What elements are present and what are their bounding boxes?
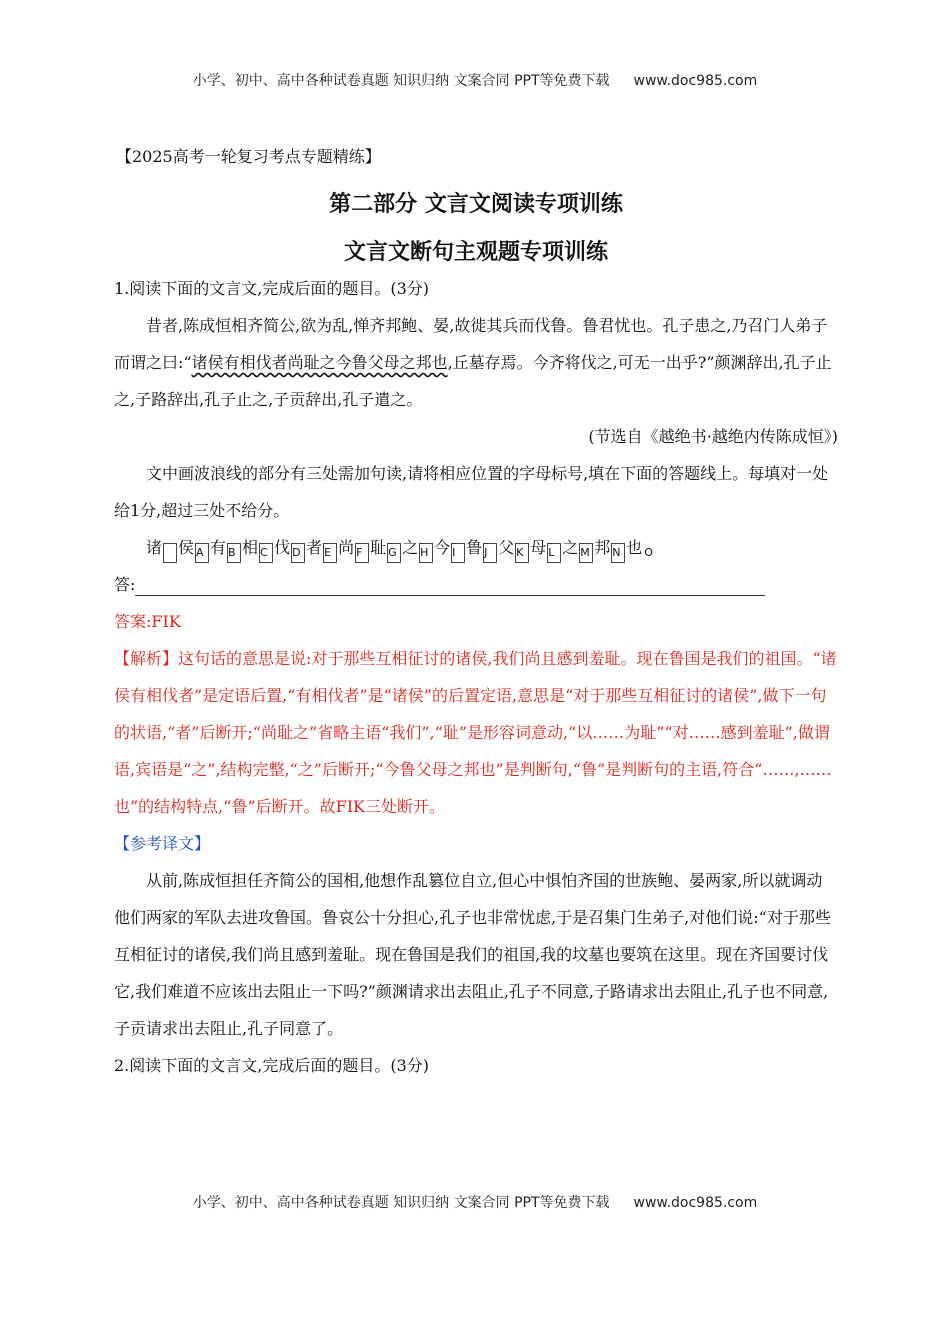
marker-box-J: J bbox=[451, 543, 465, 563]
question-1-passage bbox=[114, 307, 838, 418]
series-tag: 【2025高考一轮复习考点专题精练】 bbox=[116, 147, 381, 166]
analysis-paragraph bbox=[114, 640, 838, 825]
marker-box-M: M bbox=[547, 543, 561, 563]
marker-char: 耻 bbox=[370, 538, 387, 557]
marker-char: 者 bbox=[306, 538, 323, 557]
analysis-text: 这句话的意思是说:对于那些互相征讨的诸侯,我们尚且感到羞耻。现在鲁国是我们的祖国。“诸侯有相伐者”是定语后置,“有相伐者”是“诸侯”的后置定语,意思是“对于那些互相征讨的诸侯”,做下一句的状语,“者”后断开;“尚耻之”省略主语“我们”,“耻”是形容词意动,“以……为耻”“对……感到羞耻”,做谓语,宾语是“之”,结构完整,“之”后断开;“今鲁父母之邦也”是判断句,“鲁”是判断句的主语,符合“……,……也”的结构特点,“鲁”后断开。故FIK三处断开。 bbox=[114, 649, 837, 816]
document-body bbox=[114, 142, 838, 1084]
marker-char: 今 bbox=[434, 538, 451, 557]
answer-line-row bbox=[114, 566, 838, 603]
marker-box-N: N bbox=[579, 543, 593, 563]
marker-box-E: E bbox=[291, 543, 305, 563]
question-2-stem: 2.阅读下面的文言文,完成后面的题目。(3分) bbox=[114, 1056, 430, 1075]
marker-char: 伐 bbox=[274, 538, 291, 557]
marker-box-A: A bbox=[163, 543, 177, 563]
marker-box-G: G bbox=[355, 543, 369, 563]
marker-box-F: F bbox=[323, 543, 337, 563]
passage-wavy-segment: 诸侯有相伐者尚耻之今鲁父母之邦也 bbox=[191, 353, 448, 372]
page-footer bbox=[0, 1192, 950, 1212]
marker-char: 侯 bbox=[178, 538, 195, 557]
section-title: 文言文断句主观题专项训练 bbox=[343, 240, 608, 265]
marker-char: 之 bbox=[402, 538, 419, 557]
marker-box-K: K bbox=[483, 543, 497, 563]
marker-char: 诸 bbox=[146, 538, 163, 557]
marker-char: 邦 bbox=[594, 538, 611, 557]
passage-source: (节选自《越绝书·越绝内传陈成恒》) bbox=[588, 427, 838, 446]
marker-char: 鲁 bbox=[466, 538, 483, 557]
answer-key: 答案:FIK bbox=[114, 612, 181, 631]
punctuation-marker-row bbox=[114, 529, 838, 566]
marker-box-D: D bbox=[259, 543, 273, 563]
analysis-tag: 【解析】 bbox=[114, 649, 179, 668]
marker-char: 父 bbox=[498, 538, 515, 557]
marker-char: 之 bbox=[562, 538, 579, 557]
passage-part-a: 昔者,陈成恒相齐简公,欲为乱,惮齐邦鲍、晏,故徙其兵而伐鲁。鲁君忧也。孔子患之,乃召门人弟子而谓之曰:“ bbox=[114, 316, 828, 372]
marker-box-H: H bbox=[387, 543, 401, 563]
footer-text: 小学、初中、高中各种试卷真题 知识归纳 文案合同 PPT等免费下载 bbox=[192, 1195, 610, 1211]
marker-char: 有 bbox=[210, 538, 227, 557]
marker-box-B: B bbox=[195, 543, 209, 563]
translation-tag: 【参考译文】 bbox=[114, 834, 211, 853]
answer-input-line[interactable] bbox=[135, 575, 765, 596]
question-1-stem: 1.阅读下面的文言文,完成后面的题目。(3分) bbox=[114, 279, 430, 298]
header-text: 小学、初中、高中各种试卷真题 知识归纳 文案合同 PPT等免费下载 bbox=[192, 73, 610, 89]
marker-box-L: L bbox=[515, 543, 529, 563]
header-site-link[interactable]: www.doc985.com bbox=[633, 73, 758, 89]
marker-box-I: I bbox=[419, 543, 433, 563]
answer-label: 答: bbox=[114, 575, 136, 594]
marker-char: 相 bbox=[242, 538, 259, 557]
marker-char: 也 bbox=[626, 538, 643, 557]
marker-char: 尚 bbox=[338, 538, 355, 557]
marker-char: 母 bbox=[530, 538, 547, 557]
marker-box-O: O bbox=[611, 543, 625, 563]
marker-box-C: C bbox=[227, 543, 241, 563]
part-title: 第二部分 文言文阅读专项训练 bbox=[329, 192, 623, 217]
passage-part-b: ,丘墓存焉。今齐将伐之,可无一出乎?”颜渊辞出,孔子止之,子路辞出,孔子止之,子贡辞出,孔子遣之。 bbox=[114, 353, 832, 409]
translation-text: 从前,陈成恒担任齐简公的国相,他想作乱篡位自立,但心中惧怕齐国的世族鲍、晏两家,所以就调动他们两家的军队去进攻鲁国。鲁哀公十分担心,孔子也非常忧虑,于是召集门生弟子,对他们说:“对于那些互相征讨的诸侯,我们尚且感到羞耻。现在鲁国是我们的祖国,我的坟墓也要筑在这里。现在齐国要讨伐它,我们难道不应该出去阻止一下吗?”颜渊请求出去阻止,孔子不同意,子路请求出去阻止,孔子也不同意,子贡请求出去阻止,孔子同意了。 bbox=[114, 871, 831, 1038]
footer-site-link[interactable]: www.doc985.com bbox=[633, 1195, 758, 1211]
question-1-instruction: 文中画波浪线的部分有三处需加句读,请将相应位置的字母标号,填在下面的答题线上。每填对一处给1分,超过三处不给分。 bbox=[114, 464, 829, 520]
page-header bbox=[0, 70, 950, 90]
